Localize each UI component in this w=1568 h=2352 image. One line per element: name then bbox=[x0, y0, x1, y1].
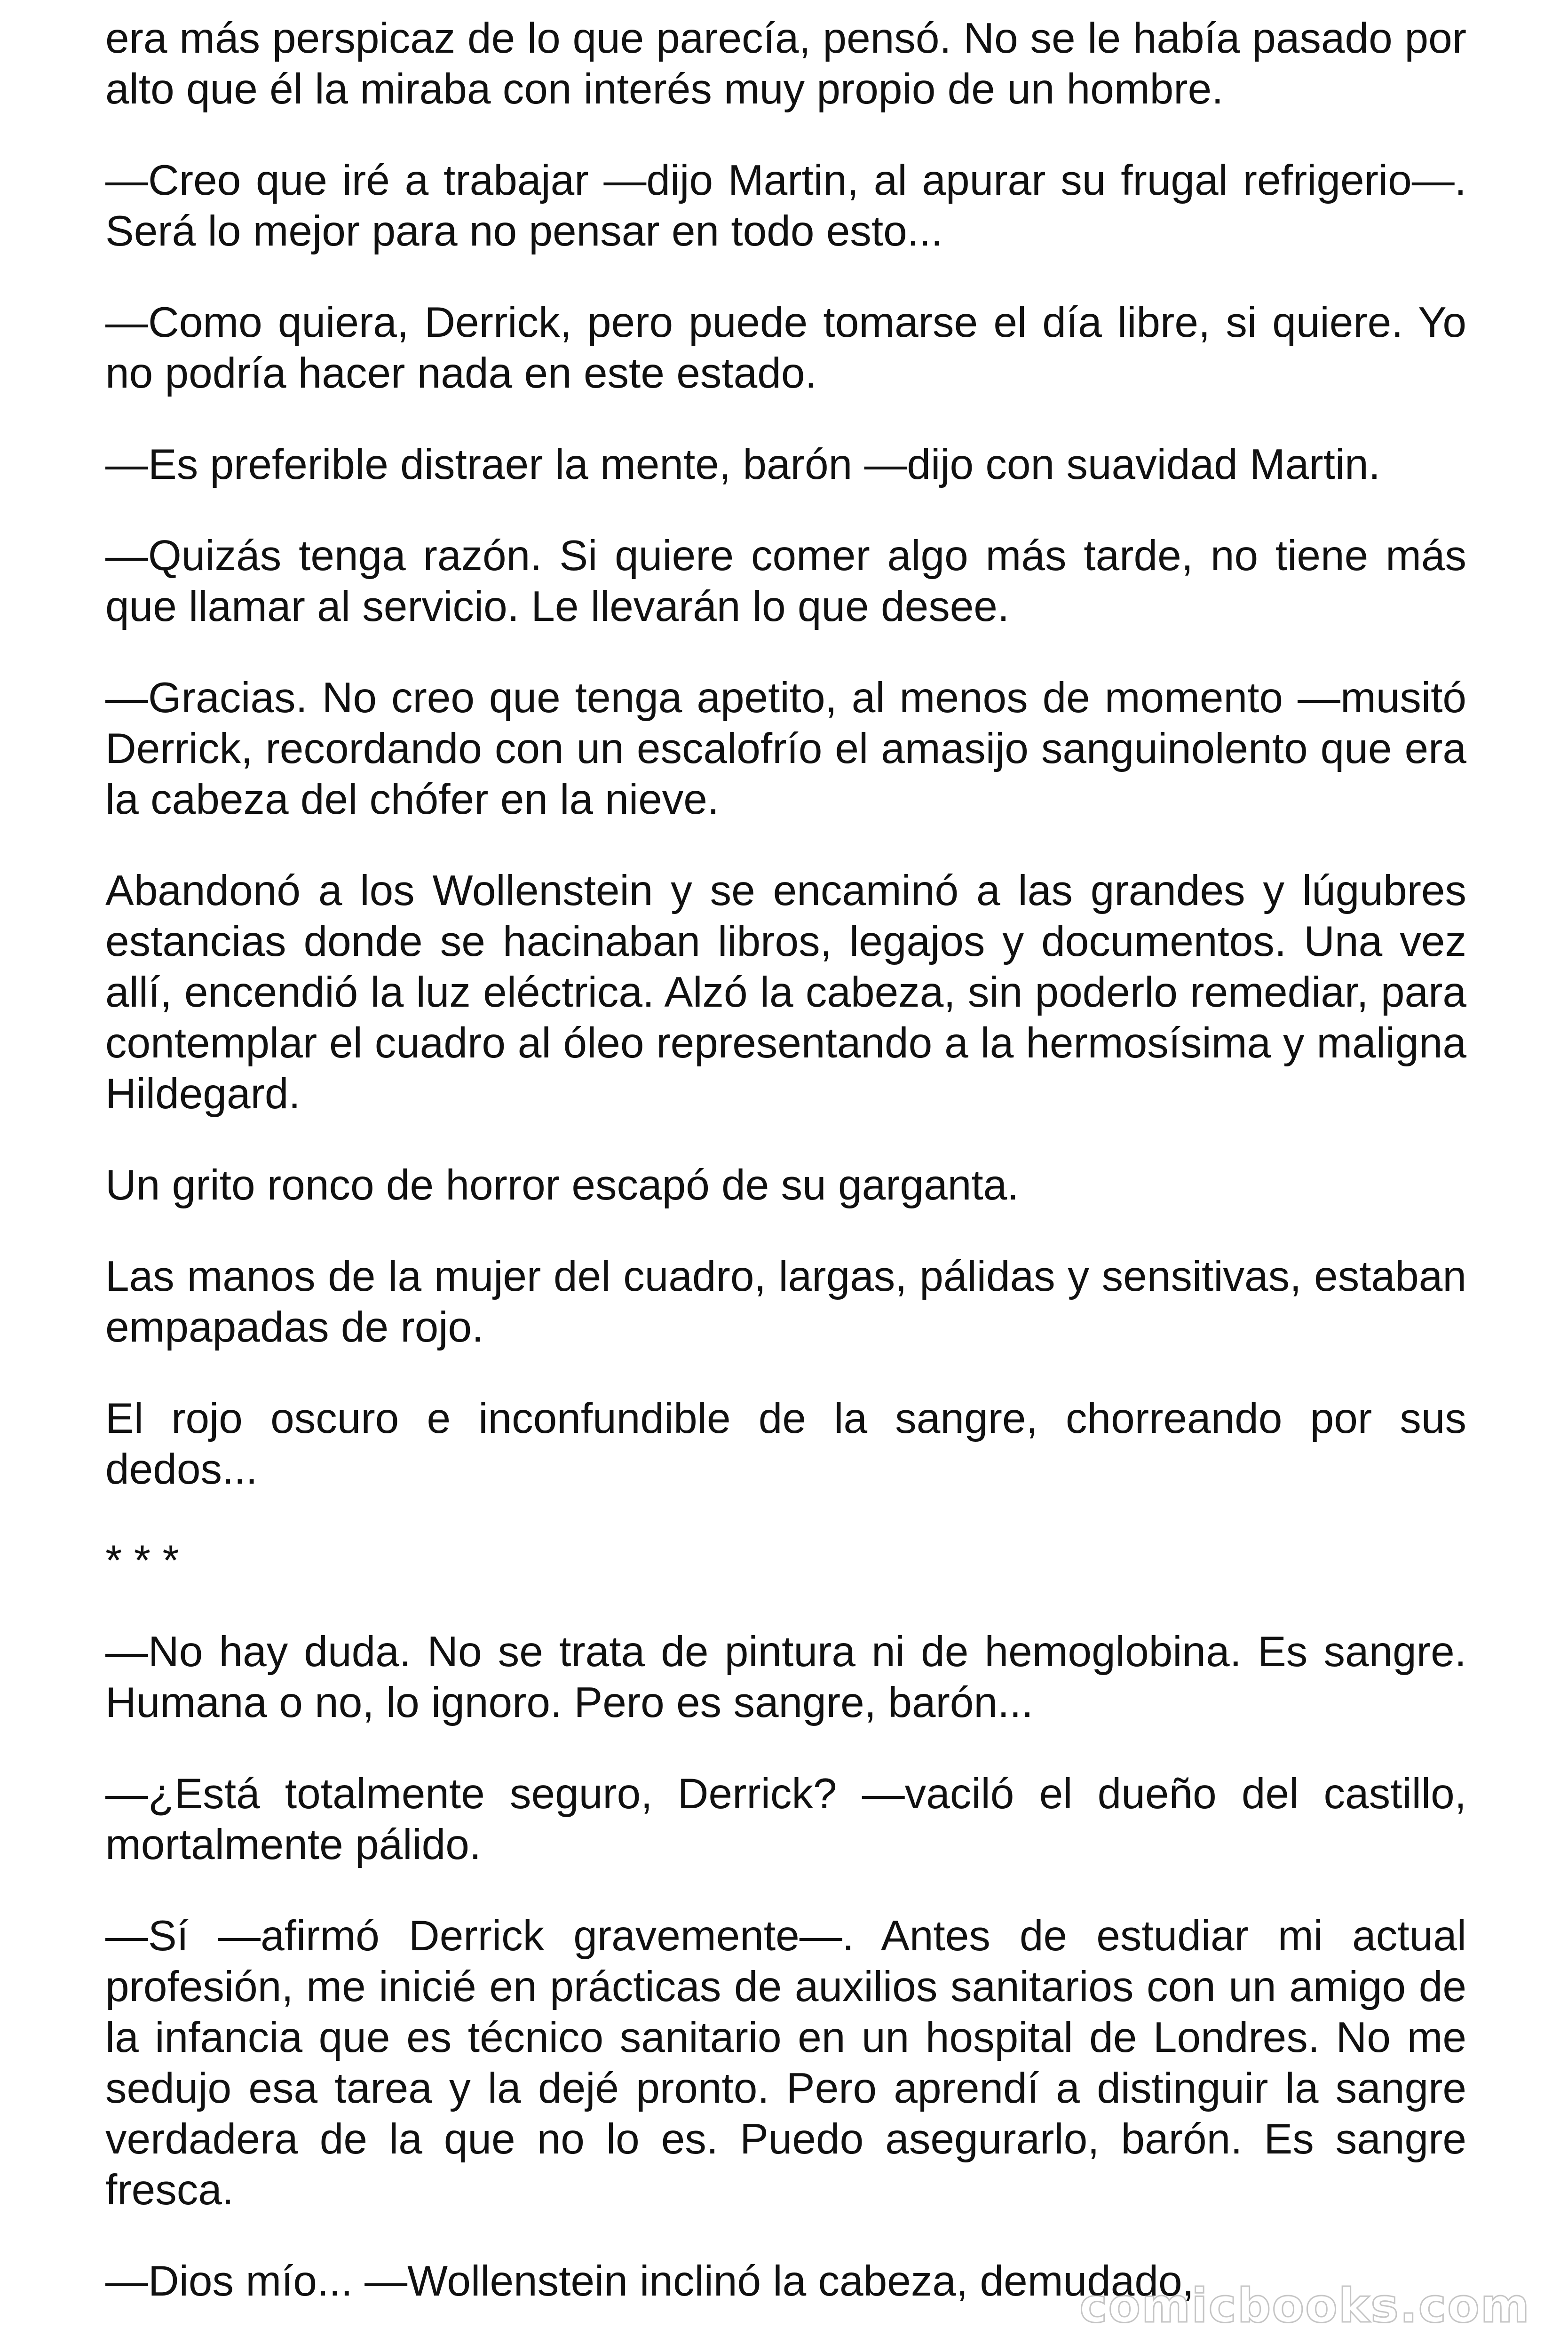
paragraph: era más perspicaz de lo que parecía, pensó. No se le había pasado por alto que él la miraba con interés muy propio de un hombre. bbox=[105, 15, 1466, 113]
paragraph: Un grito ronco de horror escapó de su garganta. bbox=[105, 1161, 1019, 1209]
paragraph: —Quizás tenga razón. Si quiere comer algo más tarde, no tiene más que llamar al servicio. Le llevarán lo que desee. bbox=[105, 532, 1466, 630]
paragraph: —Es preferible distraer la mente, barón —dijo con suavidad Martin. bbox=[105, 441, 1381, 488]
watermark: comicbooks.com bbox=[1079, 2278, 1530, 2333]
section-break: * * * bbox=[105, 1537, 179, 1584]
paragraph: —No hay duda. No se trata de pintura ni de hemoglobina. Es sangre. Humana o no, lo ignoro. Pero es sangre, barón... bbox=[105, 1628, 1466, 1726]
paragraph: —Como quiera, Derrick, pero puede tomarse el día libre, si quiere. Yo no podría hacer nada en este estado. bbox=[105, 299, 1466, 397]
paragraph: El rojo oscuro e inconfundible de la sangre, chorreando por sus dedos... bbox=[105, 1395, 1466, 1493]
paragraph: Abandonó a los Wollenstein y se encaminó a las grandes y lúgubres estancias donde se hacinaban libros, legajos y documentos. Una vez allí, encendió la luz eléctrica. Alzó la cabeza, sin poderlo remediar, para contemplar el cuadro al óleo representando a la hermosísima y maligna Hildegard. bbox=[105, 867, 1466, 1118]
paragraph: —Dios mío... —Wollenstein inclinó la cabeza, demudado, bbox=[105, 2257, 1194, 2305]
paragraph: —Gracias. No creo que tenga apetito, al menos de momento —musitó Derrick, recordando con un escalofrío el amasijo sanguinolento que era la cabeza del chófer en la nieve. bbox=[105, 674, 1466, 823]
paragraph: —Creo que iré a trabajar —dijo Martin, al apurar su frugal refrigerio—. Será lo mejor para no pensar en todo esto... bbox=[105, 157, 1466, 255]
document-page bbox=[105, 13, 1466, 2347]
paragraph: Las manos de la mujer del cuadro, largas, pálidas y sensitivas, estaban empapadas de rojo. bbox=[105, 1253, 1466, 1351]
paragraph: —¿Está totalmente seguro, Derrick? —vaciló el dueño del castillo, mortalmente pálido. bbox=[105, 1770, 1466, 1868]
paragraph: —Sí —afirmó Derrick gravemente—. Antes de estudiar mi actual profesión, me inicié en prácticas de auxilios sanitarios con un amigo de la infancia que es técnico sanitario en un hospital de Londres. No me sedujo esa tarea y la dejé pronto. Pero aprendí a distinguir la sangre verdadera de la que no lo es. Puedo asegurarlo, barón. Es sangre fresca. bbox=[105, 1912, 1466, 2214]
